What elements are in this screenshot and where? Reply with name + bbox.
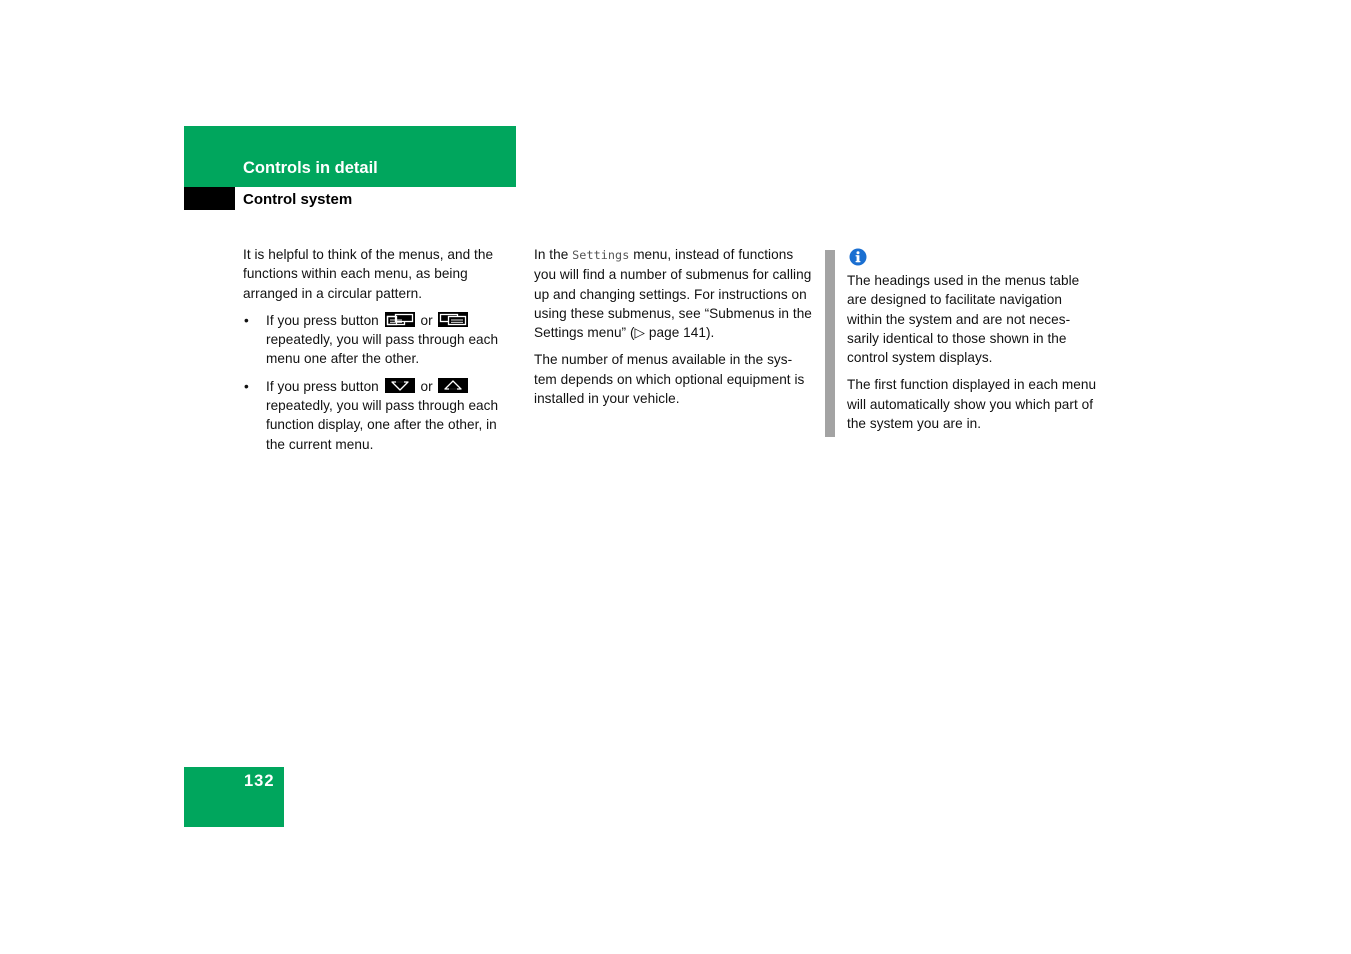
bullet-dot: • (244, 378, 249, 394)
subsection-marker (184, 187, 235, 210)
bullet-suffix: repeatedly, you will pass through each menu one after the other. (266, 332, 499, 367)
note-paragraph-first-function: The first function displayed in each menu will automatically show you which part of the system you are in. (847, 377, 1097, 432)
column-left (243, 245, 519, 462)
bullet-prefix: If you press button (266, 312, 379, 328)
info-icon (849, 248, 867, 266)
bullet-prefix: If you press button (266, 378, 379, 394)
bullet-suffix: repeatedly, you will pass through each function display, one after the other, in the current menu. (266, 398, 499, 452)
intro-paragraph: It is helpful to think of the menus, and the functions within each menu, as being arranged in a circular pattern. (243, 247, 494, 301)
bullet-item-functions (243, 377, 519, 454)
settings-suffix: menu, instead of functions you will find a number of submenus for calling up and changing settings. For instructions on using these submenus, see “Submenus in the Settings menu” (▷ page 141). (534, 247, 812, 341)
menu-back-button-icon (385, 312, 415, 327)
column-right-note (847, 271, 1097, 441)
bullet-or: or (420, 378, 433, 394)
subsection-title: Control system (243, 191, 353, 208)
settings-prefix: In the (534, 247, 569, 262)
column-middle (534, 245, 812, 416)
page-number: 132 (244, 772, 275, 790)
bullet-item-menus (243, 311, 519, 369)
bullet-dot: • (244, 312, 249, 328)
arrow-down-button-icon (385, 378, 415, 393)
menus-count-paragraph: The number of menus available in the sys-tem depends on which optional equipment is installed in your vehicle. (534, 352, 805, 407)
section-title: Controls in detail (243, 159, 378, 177)
note-bar (825, 250, 835, 437)
settings-paragraph (534, 245, 812, 342)
bullet-or: or (420, 312, 433, 328)
arrow-up-button-icon (438, 378, 468, 393)
menu-forward-button-icon (438, 312, 468, 327)
note-paragraph-headings: The headings used in the menus table are designed to facilitate navigation within the system and are not neces-sarily identical to those shown in the control system displays. (847, 273, 1080, 366)
settings-keyword: Settings (572, 248, 630, 262)
